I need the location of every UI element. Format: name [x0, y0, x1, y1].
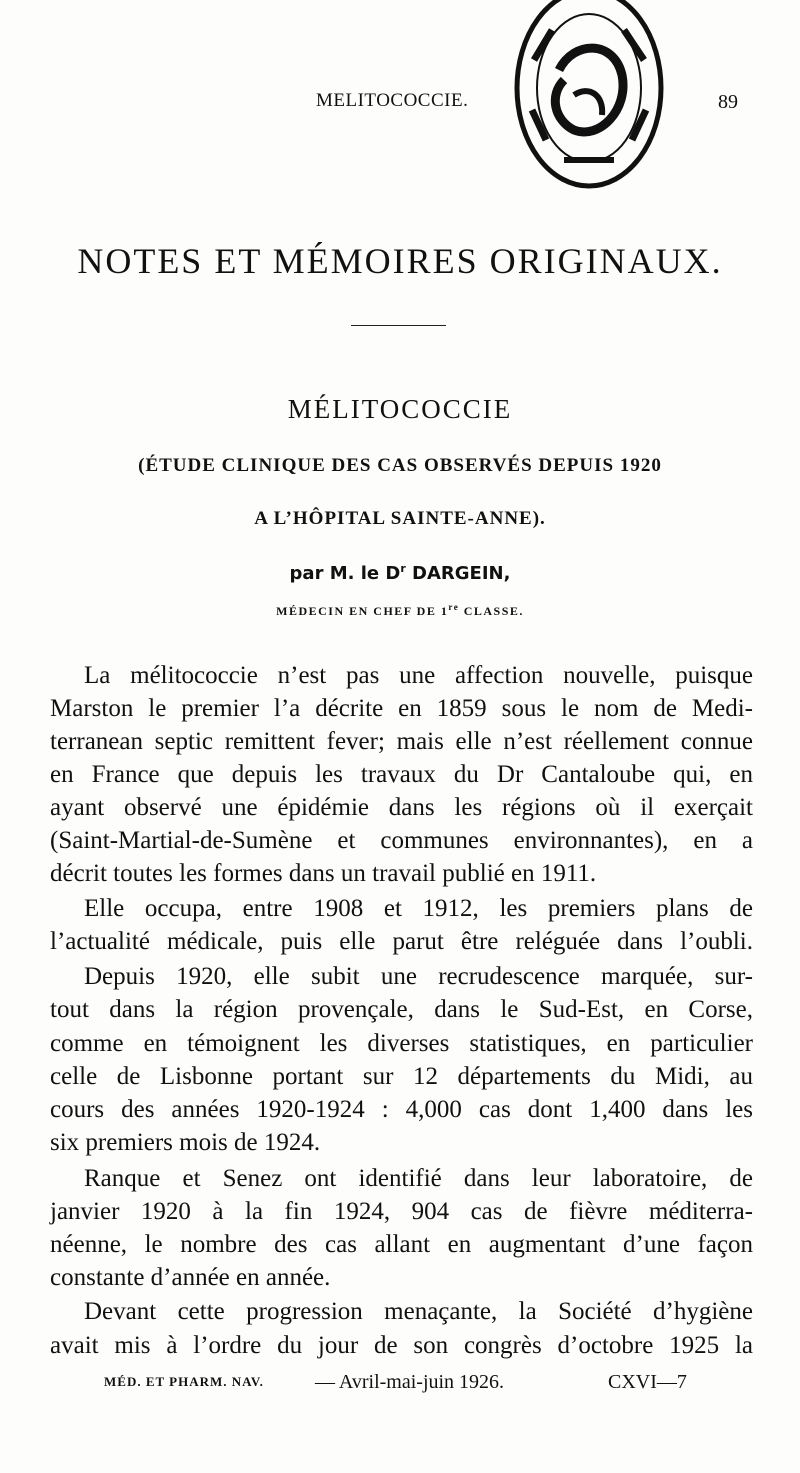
- body-line: Depuis 1920, elle subit une recrudescence marquée, sur-: [84, 963, 753, 990]
- body-line: Marston le premier l’a décrite en 1859 sous le nom de Medi-: [50, 695, 753, 722]
- body-line: décrit toutes les formes dans un travail publié en 1911.: [50, 860, 597, 887]
- author-title-b: CLASSE.: [459, 604, 524, 618]
- body-line: cours des années 1920-1924 : 4,000 cas dont 1,400 dans les: [50, 1096, 753, 1123]
- body-line: janvier 1920 à la fin 1924, 904 cas de fièvre méditerra-: [50, 1198, 753, 1225]
- body-line: Elle occupa, entre 1908 et 1912, les premiers plans de: [84, 895, 753, 922]
- body-line: néenne, le nombre des cas allant en augmentant d’une façon: [50, 1231, 753, 1258]
- body-line: Devant cette progression menaçante, la Société d’hygiène: [84, 1298, 753, 1325]
- author-prefix: par M. le D: [289, 563, 401, 584]
- section-title: NOTES ET MÉMOIRES ORIGINAUX.: [77, 241, 723, 281]
- body-line: comme en témoignent les diverses statistiques, en particulier: [50, 1030, 753, 1057]
- body-line: en France que depuis les travaux du Dr Cantaloube qui, en: [50, 761, 753, 788]
- body-line: six premiers mois de 1924.: [50, 1129, 321, 1156]
- author-sup: r: [400, 562, 406, 575]
- body-line: La mélitococcie n’est pas une affection nouvelle, puisque: [84, 662, 753, 689]
- article-title: MÉLITOCOCCIE: [287, 394, 513, 424]
- footer-journal: MÉD. ET PHARM. NAV.: [104, 1374, 264, 1389]
- body-line: terranean septic remittent fever; mais elle n’est réellement connue: [50, 728, 753, 755]
- article-subtitle-1: (ÉTUDE CLINIQUE DES CAS OBSERVÉS DEPUIS 1920: [138, 455, 662, 476]
- running-title: MELITOCOCCIE.: [316, 90, 469, 111]
- author-title-a: MÉDECIN EN CHEF DE 1: [276, 604, 449, 618]
- running-head: [0, 90, 800, 120]
- author-name: DARGEIN,: [405, 563, 511, 584]
- body-line: constante d’année en année.: [50, 1264, 331, 1291]
- footer-date: — Avril-mai-juin 1926.: [315, 1371, 505, 1393]
- author-title: [0, 602, 800, 619]
- author-line: [0, 562, 800, 584]
- page-footer: [0, 1371, 800, 1404]
- title-divider: [351, 325, 446, 326]
- body-line: l’actualité médicale, puis elle parut être reléguée dans l’oubli.: [50, 928, 753, 955]
- body-line: tout dans la région provençale, dans le Sud-Est, en Corse,: [50, 996, 753, 1023]
- body-line: celle de Lisbonne portant sur 12 départements du Midi, au: [50, 1063, 753, 1090]
- body-line: Ranque et Senez ont identifié dans leur laboratoire, de: [84, 1165, 753, 1192]
- body-line: ayant observé une épidémie dans les régions où il exerçait: [50, 794, 753, 821]
- body-line: avait mis à l’ordre du jour de son congrès d’octobre 1925 la: [50, 1332, 753, 1359]
- library-stamp: [504, 0, 674, 200]
- page-number: 89: [718, 91, 738, 113]
- article-subtitle-2: A L’HÔPITAL SAINTE-ANNE).: [254, 508, 546, 529]
- author-title-sup: re: [448, 602, 460, 612]
- footer-signature: CXVI—7: [608, 1371, 687, 1393]
- body-line: (Saint-Martial-de-Sumène et communes environnantes), en a: [50, 827, 753, 854]
